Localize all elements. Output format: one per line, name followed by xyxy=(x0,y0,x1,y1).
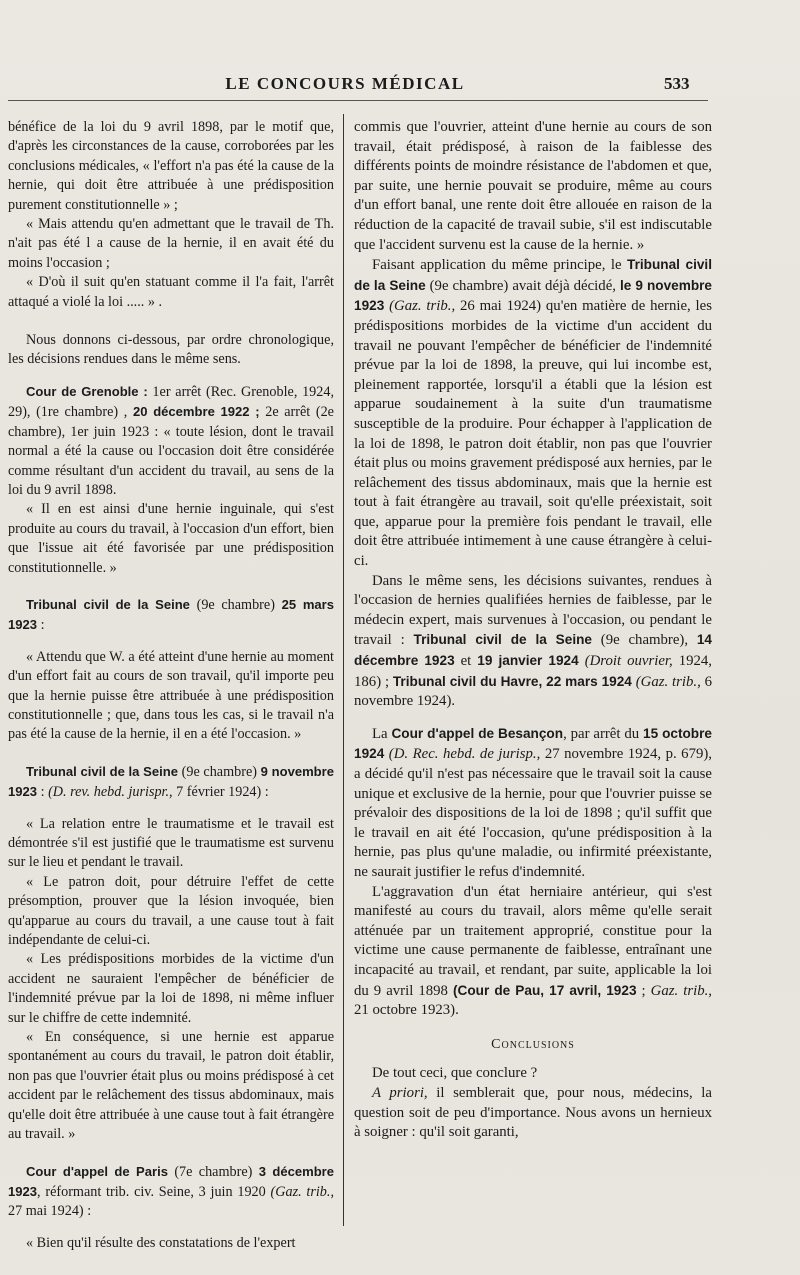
paragraph: « Mais attendu qu'en admettant que le travail de Th. n'ait pas été l a cause de la hernie, il en avait été du moins l'occasion ; xyxy=(8,216,334,271)
emphasis: A priori, xyxy=(372,1084,428,1101)
court-name: Cour d'appel de Paris xyxy=(26,1163,168,1179)
paragraph: « En conséquence, si une hernie est apparue spontanément au cours du travail, le patron doit établir, non pas que l'ouvrier était plus ou moins prédisposé à cet accident par le relâchement des tissus abdominaux, mais qu'elle doit être attribuée à une cause tout à fait étrangère au travail. » xyxy=(8,1029,334,1143)
decision-date: 14 décembre 1923 xyxy=(354,632,712,669)
decision-date: 19 janvier 1924 xyxy=(477,653,579,669)
source-citation: (Droit ouvrier, xyxy=(584,653,673,670)
running-header xyxy=(0,74,800,98)
paragraph: « D'où il suit qu'en statuant comme il l'a fait, l'arrêt attaqué a violé la loi ..... » . xyxy=(8,274,334,310)
paragraph: « Bien qu'il résulte des constatations de l'expert xyxy=(26,1234,296,1251)
court-name: Tribunal civil de la Seine xyxy=(413,632,592,648)
paragraph: A priori, il semblerait que, pour nous, médecins, la question soit de peu d'importance. Nous avons un hernieux à soigner : qu'il soit garanti, xyxy=(354,1084,712,1141)
decision-date: 3 décembre 1923 xyxy=(8,1163,335,1199)
paragraph: Cour de Grenoble : 1er arrêt (Rec. Grenoble, 1924, 29), (1re chambre) , 20 décembre 1922 ; 2e arrêt (2e chambre), 1er juin 1923 : « toute lésion, dont le travail normal a été la cause ou l'occasion doit être considérée comme résultant d'un accident du travail, au sens de la loi du 9 avril 1898. xyxy=(8,383,335,498)
source-citation: (Gaz. trib., xyxy=(389,298,456,315)
paragraph: Tribunal civil de la Seine (9e chambre) 25 mars 1923 : xyxy=(8,596,335,634)
source-citation: (Gaz. trib., xyxy=(270,1183,334,1200)
court-name: Tribunal civil de la Seine xyxy=(26,763,178,779)
paragraph: Tribunal civil de la Seine (9e chambre) 9 novembre 1923 : (D. rev. hebd. jurispr., 7 février 1924) : xyxy=(8,763,334,801)
source-citation: (Gaz. trib., xyxy=(635,673,701,690)
header-rule xyxy=(8,100,708,101)
source-citation: Gaz. trib., xyxy=(650,982,712,999)
source-citation: (D. rev. hebd. jurispr., xyxy=(48,784,173,801)
column-divider xyxy=(343,114,344,1226)
decision-date: 15 octobre 1924 xyxy=(354,725,712,762)
paragraph: « Le patron doit, pour détruire l'effet de cette présomption, prouver que la lésion invoquée, bien qu'apparue au cours du travail, a une cause tout à fait indépendante de celui-ci. xyxy=(8,873,334,949)
court-name: Tribunal civil de la Seine xyxy=(26,596,190,612)
decision-date: le 9 novembre 1923 xyxy=(354,277,712,314)
page-number: 533 xyxy=(664,74,690,93)
court-name: Tribunal civil de la Seine xyxy=(354,257,712,293)
paragraph: bénéfice de la loi du 9 avril 1898, par le motif que, d'après les circonstances de la cause, corroborées par les conclusions médicales, « l'effort n'a pas été la cause de la hernie, qui doit être attribuée à une prédisposition purement constitutionnelle » ; xyxy=(8,119,334,213)
paragraph: Faisant application du même principe, le Tribunal civil de la Seine (9e chambre) avait déjà décidé, le 9 novembre 1923 (Gaz. trib., 26 mai 1924) qu'en matière de hernie, les prédispositions morbides de la victime d'un accident du travail ne pouvant l'empêcher de bénéficier de l'indemnité prévue par la loi de 1898, la preuve, qui lui incombe est, pleinement rapportée, lorsqu'il a établi que la lésion est apparue soudainement à la suite d'un traumatisme susceptible de la produire. Pour échapper à l'application de la loi de 1898, le patron doit établir, non pas que l'ouvrier était plus ou moins gravement prédisposé aux hernies, par le relâchement des tissus abdominaux, mais que la hernie est tout à fait étrangère au travail, soit qu'elle préexistait, soit que, apparue pour la première fois pendant le travail, elle doit être attribuée intimement à une cause étrangère à celui-ci. xyxy=(354,257,712,570)
paragraph: De tout ceci, que conclure ? xyxy=(372,1065,538,1082)
court-name: (Cour de Pau, 17 avril, 1923 xyxy=(452,982,637,998)
paragraph: La Cour d'appel de Besançon, par arrêt du 15 octobre 1924 (D. Rec. hebd. de jurisp., 27 novembre 1924, p. 679), a décidé qu'il n'est pas nécessaire que le travail soit la cause unique et exclusive de la hernie, pour que l'ouvrier puisse se prévaloir des dispositions de la loi de 1898 ; qu'il suffit que le travail en ait été l'occasion, qu'une prédisposition à la hernie, pas plus qu'une maladie, ou infirmité préexistante, ne saurait justifier le refus d'indemnité. xyxy=(354,725,712,880)
paragraph: « La relation entre le traumatisme et le travail est démontrée s'il est justifié que le traumatisme est survenu sur le lieu et pendant le travail. xyxy=(8,815,334,871)
paragraph: « Les prédispositions morbides de la victime d'un accident ne sauraient l'empêcher de bénéficier de l'indemnité prévue par la loi de 1898, ni même influer sur le chiffre de cette indemnité. xyxy=(8,951,334,1026)
right-column xyxy=(354,118,712,1143)
paragraph: commis que l'ouvrier, atteint d'une hernie au cours de son travail, était prédisposé, à raison de la faiblesse des différents points de moindre résistance de l'abdomen et que, par suite, une hernie pouvait se produire, même au cours d'un effort banal, une rente doit être allouée en raison de la réduction de la capacité de travail subie, s'il est indiscutable que l'accident survenu est la cause de la hernie. » xyxy=(354,119,712,253)
source-citation: (D. Rec. hebd. de jurisp., xyxy=(388,746,541,763)
paragraph: Cour d'appel de Paris (7e chambre) 3 décembre 1923, réformant trib. civ. Seine, 3 juin 1920 (Gaz. trib., 27 mai 1924) : xyxy=(8,1163,335,1220)
paragraph: « Il en est ainsi d'une hernie inguinale, qui s'est produite au cours du travail, à l'occasion d'un effort, bien que l'issue ait été favorisée par une prédisposition constitutionnelle. » xyxy=(8,501,334,576)
paragraph: Dans le même sens, les décisions suivantes, rendues à l'occasion de hernies qualifiées hernies de faiblesse, par le médecin expert, mais survenues à l'occasion, ou pendant le travail : Tribunal civil de la Seine (9e chambre), 14 décembre 1923 et 19 janvier 1924 (Droit ouvrier, 1924, 186) ; Tribunal civil du Havre, 22 mars 1924 (Gaz. trib., 6 novembre 1924). xyxy=(354,572,713,710)
decision-date: 20 décembre 1922 ; xyxy=(127,404,260,420)
decision-date: 25 mars 1923 xyxy=(8,596,335,633)
section-heading: Conclusions xyxy=(491,1036,575,1052)
court-name: Cour d'appel de Besançon xyxy=(391,725,564,741)
left-column xyxy=(8,118,334,1253)
paragraph: Nous donnons ci-dessous, par ordre chronologique, les décisions rendues dans le même sens. xyxy=(8,332,334,368)
court-name: Cour de Grenoble : xyxy=(26,383,148,399)
paragraph: L'aggravation d'un état herniaire antérieur, qui s'est manifesté au cours du travail, alors même qu'elle serait atténuée par un traitement approprié, constitue pour la victime une cause permanente de faiblesse, entraînant une incapacité au travail, et rendant, par suite, applicable la loi du 9 avril 1898 (Cour de Pau, 17 avril, 1923 ; Gaz. trib., 21 octobre 1923). xyxy=(354,883,712,1019)
court-name: Tribunal civil du Havre, 22 mars 1924 xyxy=(392,673,632,689)
decision-date: 9 novembre 1923 xyxy=(8,763,334,800)
paragraph: « Attendu que W. a été atteint d'une hernie au moment d'un effort fait au cours de son travail, qu'il importe peu que la hernie puisse être attribuée à une prédisposition constitutionnelle ; que, dans tous les cas, si le travail n'a pas été la cause de la hernie, il en a été l'occasion. » xyxy=(8,648,334,743)
journal-title: LE CONCOURS MÉDICAL xyxy=(225,74,465,93)
